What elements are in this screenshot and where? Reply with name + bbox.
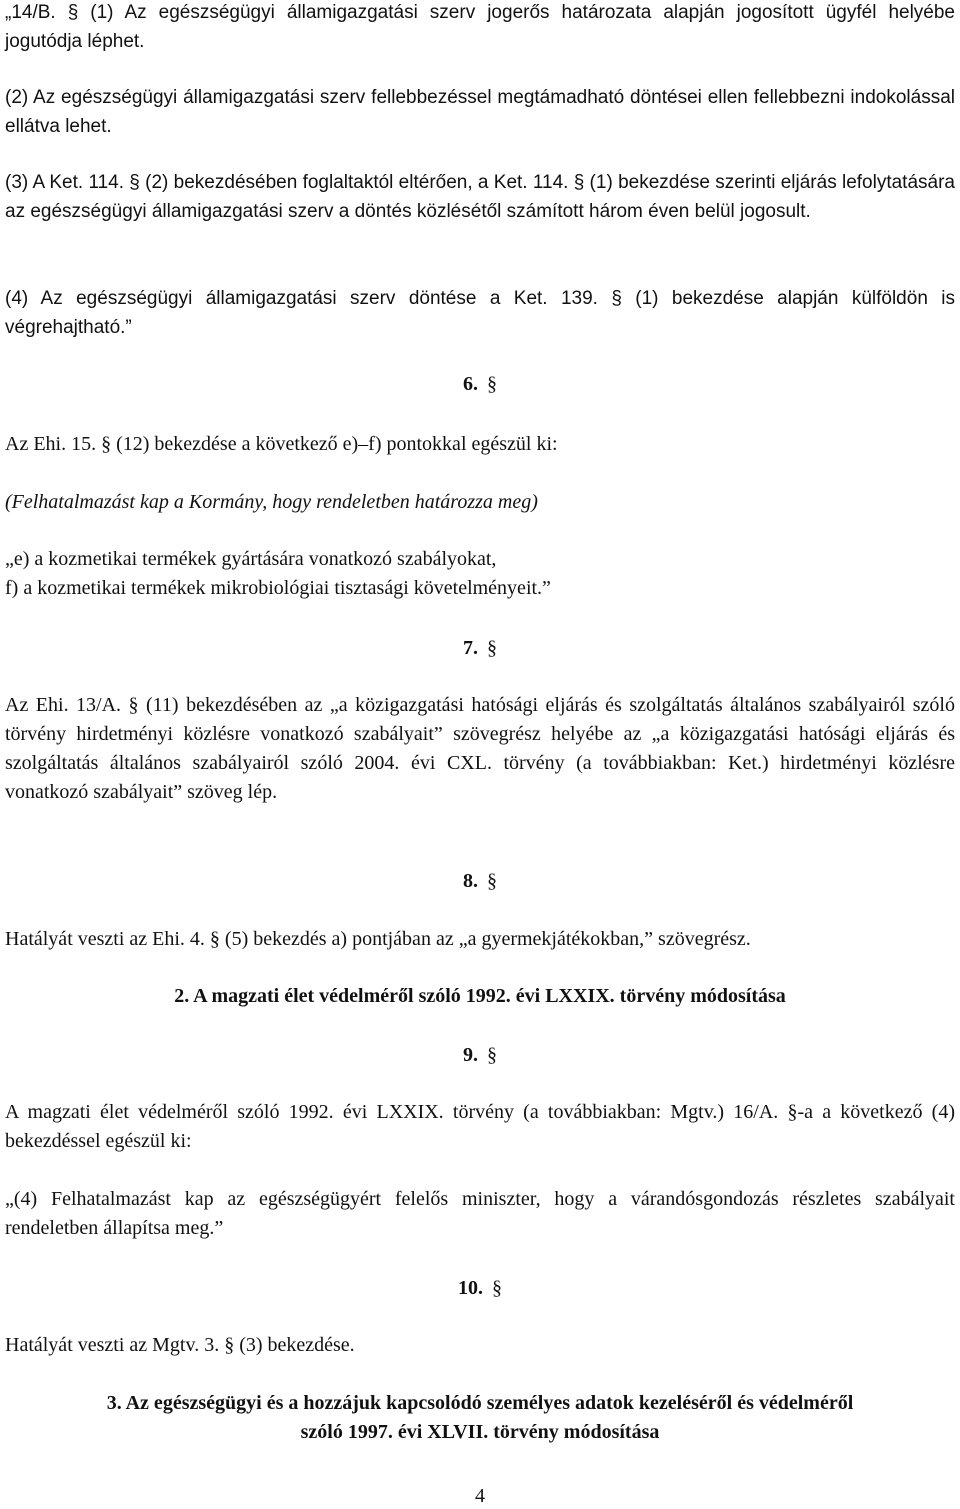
section-9-quoted-paragraph: „(4) Felhatalmazást kap az egészségügyért felelős miniszter, hogy a várandósgondozás részletes szabályait rendeletben állapítsa meg.” xyxy=(5,1188,955,1239)
chapter-2-heading: 2. A magzati élet védelméről szóló 1992. évi LXXIX. törvény módosítása xyxy=(174,985,786,1007)
section-8-paragraph: Hatályát veszti az Ehi. 4. § (5) bekezdés a) pontjában az „a gyermekjátékokban,” szövegrész. xyxy=(5,928,751,950)
section-sign: § xyxy=(487,1044,497,1066)
section-number: 10. xyxy=(458,1277,483,1299)
paragraph-14b-3: (3) A Ket. 114. § (2) bekezdésében foglaltaktól eltérően, a Ket. 114. § (1) bekezdése szerinti eljárás lefolytatására az egészségügyi államigazgatási szerv a döntés közlésétől számított három éven belül jogosult. xyxy=(5,172,955,222)
section-sign: § xyxy=(492,1277,502,1299)
section-number: 9. xyxy=(463,1044,478,1066)
section-10-paragraph: Hatályát veszti az Mgtv. 3. § (3) bekezdése. xyxy=(5,1334,355,1356)
section-sign: § xyxy=(487,637,497,659)
section-7-paragraph: Az Ehi. 13/A. § (11) bekezdésében az „a közigazgatási hatósági eljárás és szolgáltatás általános szabályairól szóló törvény hirdetményi közlésre vonatkozó szabályait” szövegrész helyébe az „a közigazgatási hatósági eljárás és szolgáltatás általános szabályairól szóló 2004. évi CXL. törvény (a továbbiakban: Ket.) hirdetményi közlésre vonatkozó szabályait” szöveg lép. xyxy=(5,694,955,803)
section-number: 8. xyxy=(463,870,478,892)
paragraph-14b-2: (2) Az egészségügyi államigazgatási szerv fellebbezéssel megtámadható döntései ellen fellebbezni indokolással ellátva lehet. xyxy=(5,87,955,137)
section-6-authorization: (Felhatalmazást kap a Kormány, hogy rendeletben határozza meg) xyxy=(5,491,538,513)
section-6-point-f: f) a kozmetikai termékek mikrobiológiai tisztasági követelményeit.” xyxy=(5,577,551,599)
page-number: 4 xyxy=(475,1485,485,1507)
section-sign: § xyxy=(487,870,497,892)
chapter-3-heading-line-2: szóló 1997. évi XLVII. törvény módosítása xyxy=(300,1421,660,1443)
section-10-heading xyxy=(0,1274,960,1303)
section-number: 6. xyxy=(463,373,478,395)
section-9-paragraph: A magzati élet védelméről szóló 1992. évi LXXIX. törvény (a továbbiakban: Mgtv.) 16/A. §-a a következő (4) bekezdéssel egészül ki: xyxy=(5,1101,955,1152)
section-9-heading xyxy=(0,1041,960,1070)
chapter-3-heading-line-1: 3. Az egészségügyi és a hozzájuk kapcsolódó személyes adatok kezeléséről és védelméről xyxy=(106,1392,854,1414)
section-6-point-e: „e) a kozmetikai termékek gyártására vonatkozó szabályokat, xyxy=(5,548,497,570)
section-6-paragraph: Az Ehi. 15. § (12) bekezdése a következő e)–f) pontokkal egészül ki: xyxy=(5,433,558,455)
section-6-heading xyxy=(0,370,960,399)
paragraph-14b-1: „14/B. § (1) Az egészségügyi államigazgatási szerv jogerős határozata alapján jogosított ügyfél helyébe jogutódja léphet. xyxy=(5,2,955,52)
section-sign: § xyxy=(487,373,497,395)
paragraph-14b-4: (4) Az egészségügyi államigazgatási szerv döntése a Ket. 139. § (1) bekezdése alapján külföldön is végrehajtható.” xyxy=(5,288,955,338)
section-7-heading xyxy=(0,634,960,663)
section-number: 7. xyxy=(463,637,478,659)
chapter-3-heading xyxy=(0,1389,960,1447)
section-8-heading xyxy=(0,867,960,896)
